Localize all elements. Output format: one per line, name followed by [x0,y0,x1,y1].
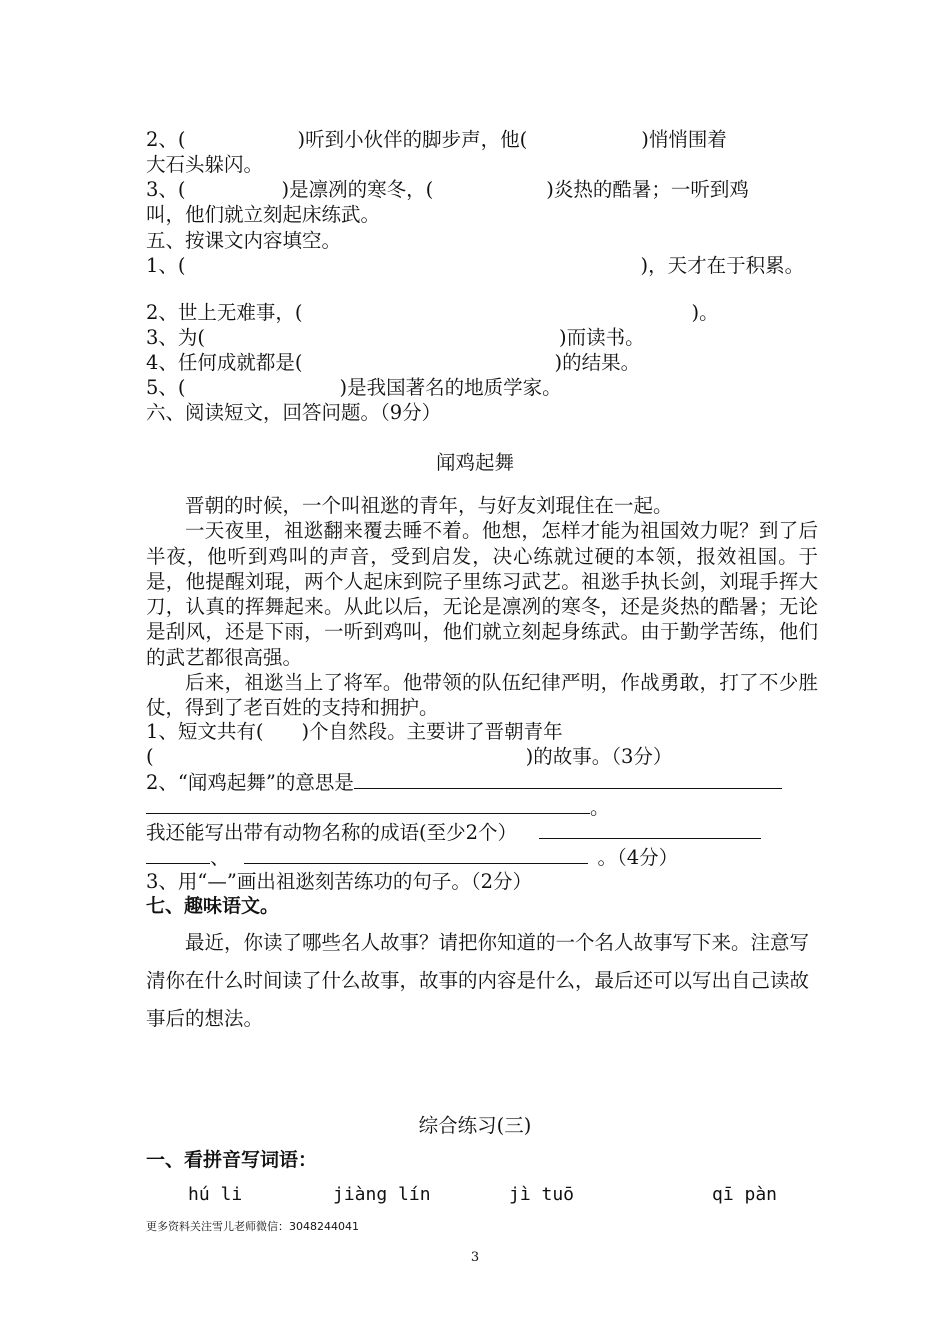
pinyin-word: qī pàn [712,1184,778,1205]
s5-q3 [146,325,645,350]
s5-q4-end: )的结果。 [554,351,641,374]
s6-q2-end: 。 [590,796,610,819]
pinyin-word: jiàng lín [333,1184,431,1205]
s6-q2-line1 [146,769,782,795]
s6-q1-d: )的故事。（3分） [525,745,673,768]
s5-q4-start: 4、任何成就都是( [146,351,303,374]
s4-q3-end: )炎热的酷暑；一听到鸡 [546,178,749,201]
s5-q5-end: )是我国著名的地质学家。 [339,376,562,399]
s6-q3: 3、用“—”画出祖逖刻苦练功的句子。（2分） [146,870,533,893]
section7-prompt: 最近，你读了哪些名人故事？请把你知道的一个名人故事写下来。注意写清你在什么时间读了什么故事，故事的内容是什么，最后还可以写出自己读故事后的想法。 [146,931,810,1030]
s4-q3-line2: 叫，他们就立刻起床练武。 [146,203,381,226]
answer-line[interactable] [539,819,761,839]
section5-heading: 五、按课文内容填空。 [146,229,342,252]
s6-q1-c: ( [146,745,154,768]
s5-q2-end: )。 [691,301,719,324]
section6-heading: 六、阅读短文，回答问题。（9分） [146,401,442,424]
pinyin-word: hú li [188,1184,243,1205]
s6-q2-score: 。（4分） [597,846,679,869]
s5-q3-start: 3、为( [146,326,206,349]
story-paragraph: 晋朝的时候，一个叫祖逖的青年，与好友刘琨住在一起。 [185,494,673,517]
answer-line[interactable] [354,769,782,789]
s5-q5-start: 5、( [146,376,186,399]
s6-q1-a: 1、短文共有( [146,720,264,743]
s4-q2-line2: 大石头躲闪。 [146,153,264,176]
exercise3-heading: 一、看拼音写词语： [146,1149,318,1171]
section7-heading: 七、趣味语文。 [146,895,280,917]
s6-q1-line1 [146,719,563,744]
page-number: 3 [470,1250,480,1265]
s5-q3-end: )而读书。 [559,326,645,349]
answer-line[interactable] [146,794,590,814]
s5-q1 [146,253,804,278]
footer-note: 更多资料关注雪儿老师微信：3048244041 [146,1220,359,1233]
s4-q3-mid: )是凛冽的寒冬，( [281,178,434,201]
story-paragraph: 后来，祖逖当上了将军。他带领的队伍纪律严明，作战勇敢，打了不少胜仗，得到了老百姓的支持和拥护。 [146,671,818,720]
s6-q1-b: )个自然段。主要讲了晋朝青年 [301,720,563,743]
s6-q2-line2 [146,794,610,820]
s6-q2-a: 2、“闻鸡起舞”的意思是 [146,771,354,794]
s4-q2-end: )悄悄围着 [641,128,727,151]
s5-q1-end: )，天才在于积累。 [640,254,805,277]
story-title: 闻鸡起舞 [435,451,514,474]
answer-line[interactable] [244,844,588,864]
s6-q1-line2 [146,744,672,769]
answer-line[interactable] [146,844,210,864]
s6-q2-b: 我还能写出带有动物名称的成语(至少2个） [146,821,518,844]
story-paragraph: 一天夜里，祖逖翻来覆去睡不着。他想，怎样才能为祖国效力呢？到了后半夜，他听到鸡叫的声音，受到启发，决心练就过硬的本领，报效祖国。于是，他提醒刘琨，两个人起床到院子里练习武艺。祖逖手执长剑，刘琨手挥大刀，认真的挥舞起来。从此以后，无论是凛冽的寒冬，还是炎热的酷暑；无论是刮风，还是下雨，一听到鸡叫，他们就立刻起身练武。由于勤学苦练，他们的武艺都很高强。 [146,519,818,669]
s5-q2-start: 2、世上无难事，( [146,301,303,324]
s5-q4 [146,350,640,375]
s4-q2-mid: )听到小伙伴的脚步声，他( [297,128,528,151]
s5-q1-start: 1、( [146,254,186,277]
s4-q2-number: 2、( [146,128,186,151]
s6-q2-sep: 、 [210,846,230,869]
s4-q3-number: 3、( [146,178,186,201]
s4-q2-line1 [146,127,727,152]
s6-q2-line4 [146,844,678,870]
s4-q3-line1 [146,177,749,202]
story-body [146,493,818,721]
s5-q2 [146,300,719,325]
s6-q2-line3 [146,819,761,845]
exercise3-title: 综合练习(三) [418,1114,532,1137]
s5-q5 [146,375,562,400]
pinyin-word: jì tuō [509,1184,575,1205]
